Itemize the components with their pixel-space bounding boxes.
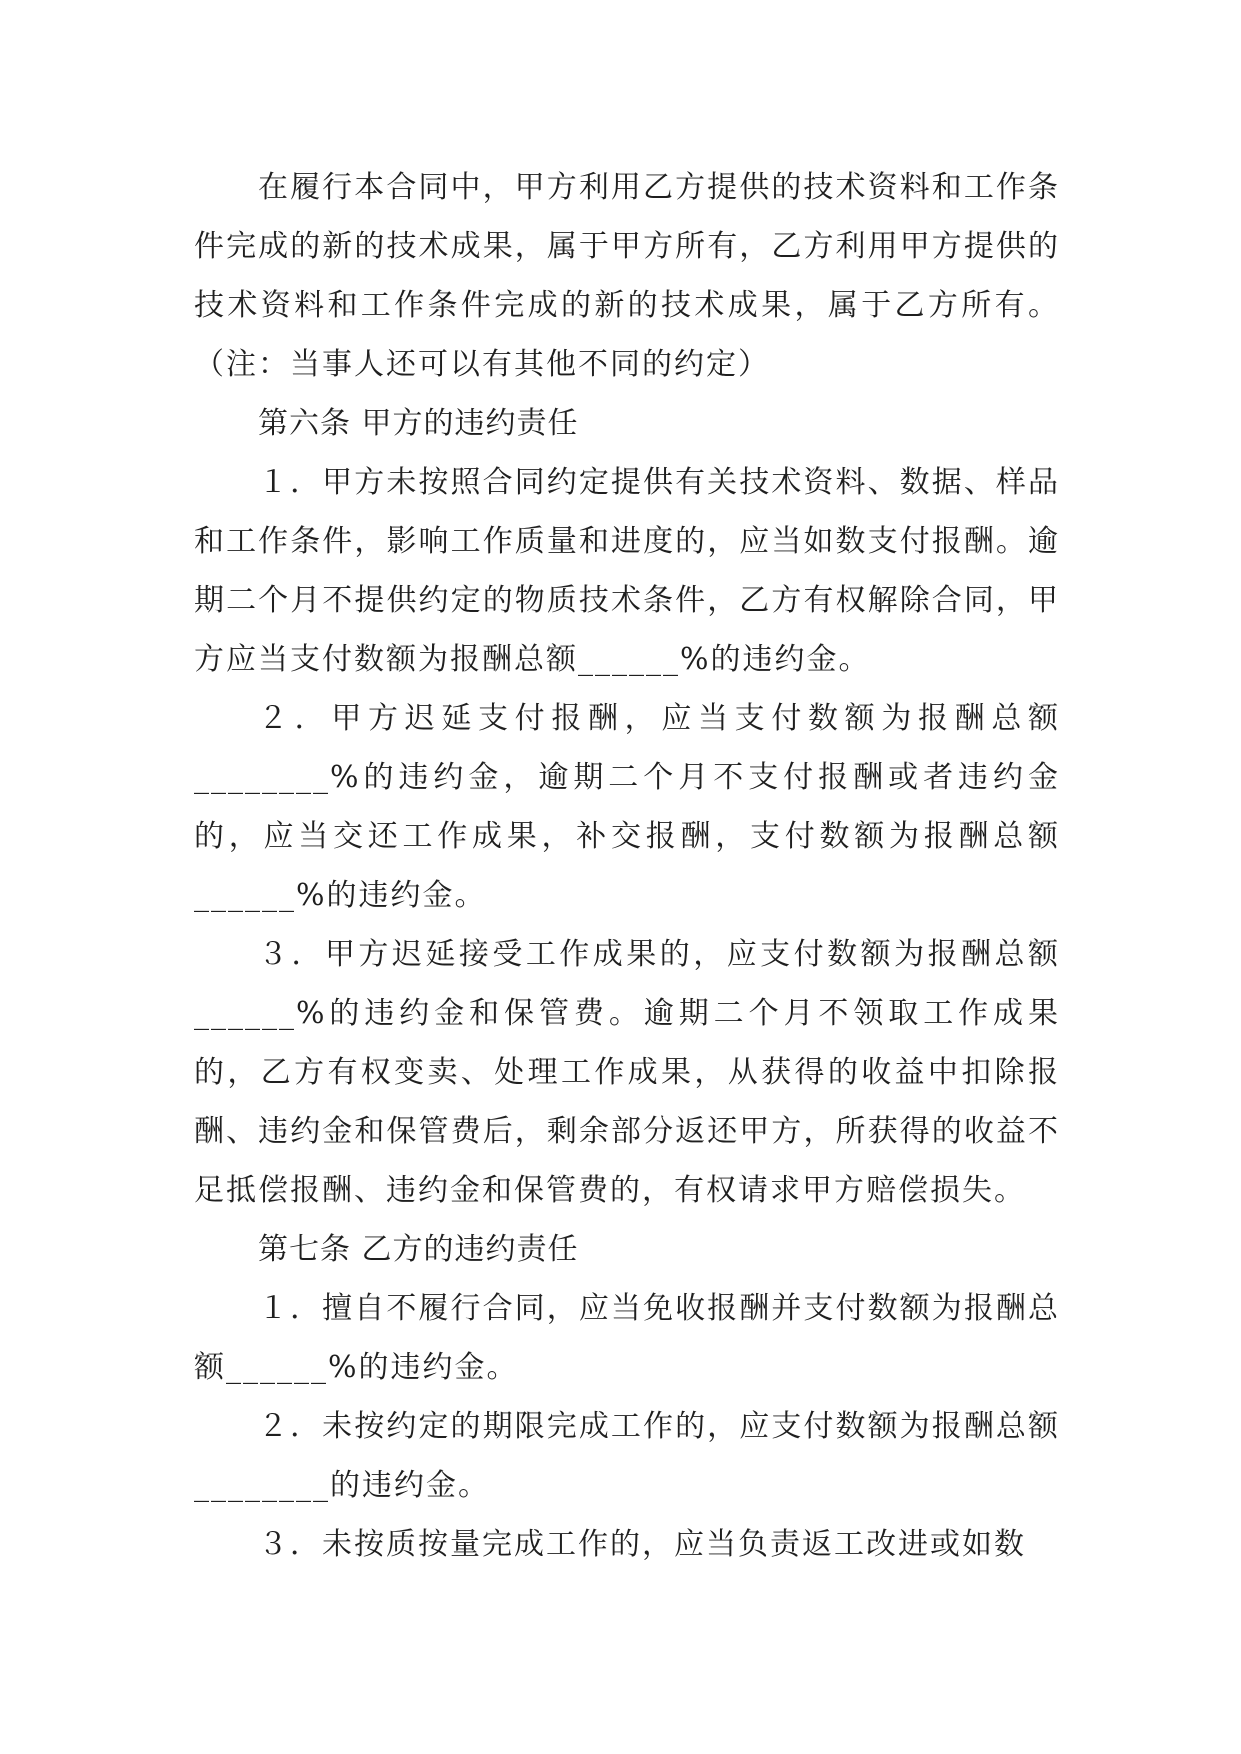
article-7-clause-3: ３．未按质按量完成工作的，应当负责返工改进或如数	[258, 1527, 1026, 1562]
article-7-clause-2: ２．未按约定的期限完成工作的，应支付数额为报酬总额________的违约金。	[194, 1409, 1060, 1503]
document-body	[194, 158, 1060, 1574]
article-7-heading: 第七条 乙方的违约责任	[258, 1232, 579, 1267]
article-6-clause-3: ３．甲方迟延接受工作成果的，应支付数额为报酬总额______%的违约金和保管费。逾期二个月不领取工作成果的，乙方有权变卖、处理工作成果，从获得的收益中扣除报酬、违约金和保管费后，剩余部分返还甲方，所获得的收益不足抵偿报酬、违约金和保管费的，有权请求甲方赔偿损失。	[194, 937, 1060, 1208]
paragraph-ownership: 在履行本合同中，甲方利用乙方提供的技术资料和工作条件完成的新的技术成果，属于甲方所有，乙方利用甲方提供的技术资料和工作条件完成的新的技术成果，属于乙方所有。（注：当事人还可以有其他不同的约定）	[194, 170, 1060, 382]
article-6-clause-1: １．甲方未按照合同约定提供有关技术资料、数据、样品和工作条件，影响工作质量和进度的，应当如数支付报酬。逾期二个月不提供约定的物质技术条件，乙方有权解除合同，甲方应当支付数额为报酬总额______%的违约金。	[194, 465, 1060, 677]
article-7-clause-1: １．擅自不履行合同，应当免收报酬并支付数额为报酬总额______%的违约金。	[194, 1291, 1060, 1385]
article-6-heading: 第六条 甲方的违约责任	[258, 406, 579, 441]
article-6-clause-2: ２．甲方迟延支付报酬，应当支付数额为报酬总额________%的违约金，逾期二个月不支付报酬或者违约金的，应当交还工作成果，补交报酬，支付数额为报酬总额______%的违约金。	[194, 701, 1060, 913]
